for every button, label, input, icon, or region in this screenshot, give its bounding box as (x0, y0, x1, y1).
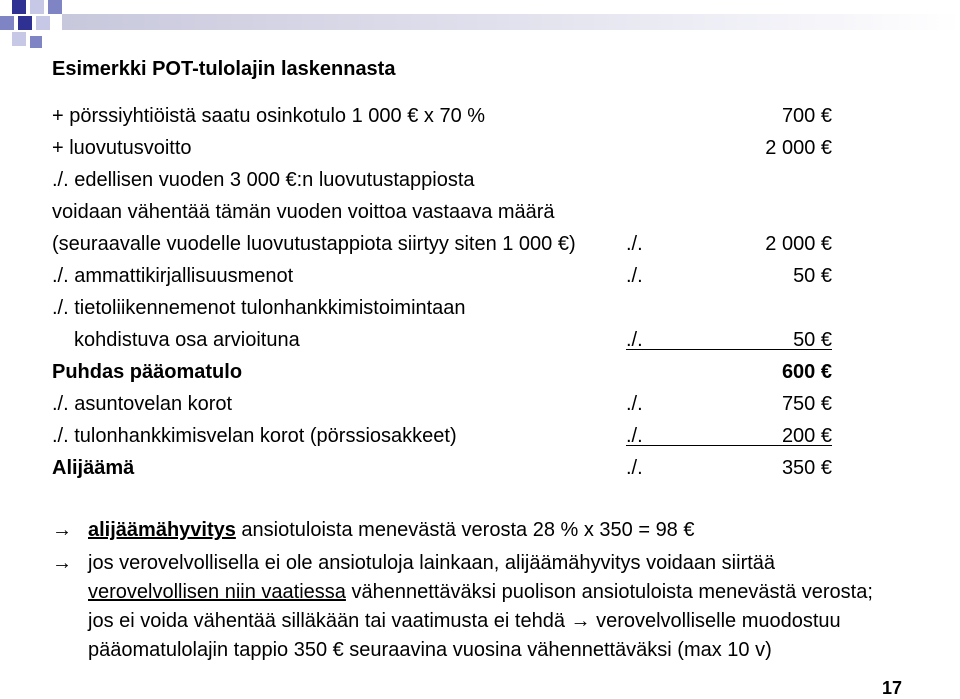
deco-square (30, 36, 42, 48)
note-item (52, 516, 952, 545)
row-sign: ./. (626, 233, 643, 255)
subtotal-underline (626, 445, 832, 446)
calc-row (52, 454, 832, 482)
row-label: kohdistuva osa arvioituna (74, 329, 300, 351)
row-label: ./. asuntovelan korot (52, 393, 233, 415)
note-item (52, 549, 952, 665)
row-amount: 200 € (781, 425, 832, 447)
right-arrow-icon: → (570, 610, 591, 632)
note-underlined: verovelvollisen niin vaatiessa (88, 581, 346, 603)
row-sign: ./. (626, 329, 643, 351)
row-amount: 50 € (793, 329, 832, 351)
calc-row (52, 390, 832, 418)
note-text: verovelvolliselle muodostuu (590, 610, 841, 632)
calc-row (52, 326, 832, 354)
calc-row (52, 262, 832, 290)
row-amount: 700 € (781, 105, 832, 127)
row-label: (seuraavalle vuodelle luovutustappiota siirtyy siten 1 000 €) (52, 233, 576, 255)
row-amount: 600 € (781, 361, 832, 383)
row-sign: ./. (626, 265, 643, 287)
subtotal-underline (626, 349, 832, 350)
header-decoration (0, 0, 960, 56)
deco-square (30, 0, 44, 14)
row-label: ./. ammattikirjallisuusmenot (52, 265, 294, 287)
row-amount: 50 € (793, 265, 832, 287)
row-amount: 350 € (781, 457, 832, 479)
deco-square (36, 16, 50, 30)
row-label: ./. tulonhankkimisvelan korot (pörssiosakkeet) (52, 425, 457, 447)
row-sign: ./. (626, 457, 643, 479)
row-amount: 2 000 € (765, 137, 832, 159)
note-text: pääomatulolajin tappio 350 € seuraavina vuosina vähennettäväksi (max 10 v) (88, 639, 772, 661)
header-bar (62, 14, 960, 30)
row-label: ./. edellisen vuoden 3 000 €:n luovutustappiosta (52, 169, 475, 191)
row-label: + luovutusvoitto (52, 137, 192, 159)
row-label: voidaan vähentää tämän vuoden voittoa vastaava määrä (52, 201, 555, 223)
row-label: Alijäämä (52, 457, 135, 479)
row-sign: ./. (626, 425, 643, 447)
right-arrow-icon: → (52, 552, 72, 574)
calc-row (52, 198, 832, 226)
deco-square (12, 0, 26, 14)
calc-row (52, 166, 832, 194)
row-amount: 750 € (781, 393, 832, 415)
calc-row (52, 134, 832, 162)
deco-square (0, 16, 14, 30)
note-text: jos ei voida vähentää silläkään tai vaatimusta ei tehdä (88, 610, 571, 632)
note-text: ansiotuloista menevästä verosta 28 % x 350 = 98 € (235, 519, 695, 541)
row-amount: 2 000 € (765, 233, 832, 255)
calc-row (52, 102, 832, 130)
row-label: ./. tietoliikennemenot tulonhankkimistoimintaan (52, 297, 466, 319)
slide-title: Esimerkki POT-tulolajin laskennasta (52, 58, 396, 80)
deco-square (12, 32, 26, 46)
calc-row (52, 358, 832, 386)
note-text: vähennettäväksi puolison ansiotuloista menevästä verosta; (345, 581, 873, 603)
row-sign: ./. (626, 393, 643, 415)
calc-row (52, 422, 832, 450)
row-label: Puhdas pääomatulo (52, 361, 243, 383)
deco-square (48, 0, 62, 14)
notes-list (52, 516, 952, 665)
calc-row (52, 294, 832, 322)
page-number: 17 (882, 678, 903, 698)
calc-row (52, 230, 832, 258)
note-text: jos verovelvollisella ei ole ansiotuloja lainkaan, alijäämähyvitys voidaan siirtää (88, 552, 776, 574)
row-label: + pörssiyhtiöistä saatu osinkotulo 1 000 € x 70 % (52, 105, 486, 127)
note-keyword: alijäämähyvitys (88, 519, 236, 541)
deco-square (18, 16, 32, 30)
right-arrow-icon: → (52, 519, 72, 541)
